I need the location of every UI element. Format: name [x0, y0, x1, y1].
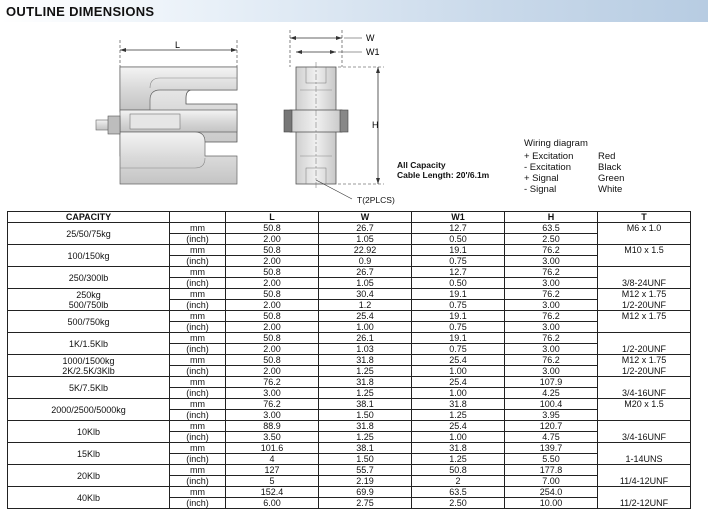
- cell-l: 152.4: [226, 487, 319, 498]
- unit-inch: (inch): [170, 322, 226, 333]
- cell-h: 4.75: [505, 432, 598, 443]
- unit-inch: (inch): [170, 366, 226, 377]
- capacity-cell: [8, 333, 170, 355]
- capacity-cell: [8, 289, 170, 311]
- outline-drawing: [0, 22, 500, 212]
- table-body: [8, 223, 691, 509]
- cell-w1: 1.25: [412, 454, 505, 465]
- cell-w: 1.03: [319, 344, 412, 355]
- cell-h: 107.9: [505, 377, 598, 388]
- table-row: [8, 465, 691, 476]
- cell-t-mm: [598, 487, 691, 498]
- cell-h: 3.00: [505, 344, 598, 355]
- capacity-cell: [8, 443, 170, 465]
- cell-w: 2.75: [319, 498, 412, 509]
- cell-w: 1.00: [319, 322, 412, 333]
- unit-inch: (inch): [170, 388, 226, 399]
- cell-w: 31.8: [319, 377, 412, 388]
- unit-inch: (inch): [170, 432, 226, 443]
- capacity-cell: [8, 223, 170, 245]
- cell-h: 3.00: [505, 278, 598, 289]
- dimension-w: [290, 30, 380, 67]
- cell-w1: 25.4: [412, 355, 505, 366]
- cell-h: 3.00: [505, 366, 598, 377]
- cell-t-inch: [598, 410, 691, 421]
- unit-mm: mm: [170, 223, 226, 234]
- cell-h: 3.00: [505, 322, 598, 333]
- cell-w: 2.19: [319, 476, 412, 487]
- cell-t-inch: 1-14UNS: [598, 454, 691, 465]
- cell-h: 63.5: [505, 223, 598, 234]
- capacity-cell: [8, 267, 170, 289]
- cell-t-mm: [598, 421, 691, 432]
- cell-w: 38.1: [319, 399, 412, 410]
- cell-w1: 25.4: [412, 421, 505, 432]
- cell-h: 100.4: [505, 399, 598, 410]
- cell-w: 55.7: [319, 465, 412, 476]
- wiring-signal: + Excitation: [524, 151, 574, 162]
- table-row: [8, 289, 691, 300]
- cell-h: 177.8: [505, 465, 598, 476]
- cell-l: 2.00: [226, 300, 319, 311]
- cell-w: 69.9: [319, 487, 412, 498]
- cell-l: 3.00: [226, 410, 319, 421]
- capacity-label: 25/50/75kg: [66, 228, 111, 239]
- cell-h: 7.00: [505, 476, 598, 487]
- cell-t-inch: [598, 234, 691, 245]
- col-header-l: L: [226, 212, 319, 223]
- cell-w: 1.2: [319, 300, 412, 311]
- cell-h: 76.2: [505, 267, 598, 278]
- capacity-label: 100/150kg: [67, 250, 110, 261]
- cell-w1: 1.00: [412, 432, 505, 443]
- cell-h: 254.0: [505, 487, 598, 498]
- wiring-color: Red: [598, 151, 616, 162]
- table-row: [8, 333, 691, 344]
- cell-w: 26.7: [319, 223, 412, 234]
- cell-h: 76.2: [505, 311, 598, 322]
- wiring-color: Black: [598, 162, 622, 173]
- cell-t-mm: [598, 443, 691, 454]
- table-row: [8, 399, 691, 410]
- cell-l: 3.50: [226, 432, 319, 443]
- cell-l: 50.8: [226, 333, 319, 344]
- cell-t-mm: M12 x 1.75: [598, 311, 691, 322]
- capacity-label: 15Klb: [76, 448, 101, 459]
- cell-l: 50.8: [226, 355, 319, 366]
- capacity-label: 500/750kg: [67, 316, 110, 327]
- cell-t-mm: [598, 377, 691, 388]
- col-header-h: H: [505, 212, 598, 223]
- cell-w1: 50.8: [412, 465, 505, 476]
- wiring-signal: - Signal: [524, 184, 557, 195]
- cell-t-mm: M12 x 1.75: [598, 355, 691, 366]
- cell-w: 1.50: [319, 454, 412, 465]
- cell-t-inch: 11/4-12UNF: [598, 476, 691, 487]
- cell-t-mm: M6 x 1.0: [598, 223, 691, 234]
- cell-l: 2.00: [226, 234, 319, 245]
- cell-w1: 25.4: [412, 377, 505, 388]
- label-w: W: [366, 33, 375, 43]
- col-header-w1: W1: [412, 212, 505, 223]
- wiring-row: [524, 151, 624, 162]
- capacity-label: 2000/2500/5000kg: [51, 404, 126, 415]
- table-row: [8, 245, 691, 256]
- unit-inch: (inch): [170, 410, 226, 421]
- col-header-unit: [170, 212, 226, 223]
- cell-h: 3.95: [505, 410, 598, 421]
- unit-mm: mm: [170, 421, 226, 432]
- capacity-note-line1: All Capacity: [397, 160, 446, 170]
- cell-l: 101.6: [226, 443, 319, 454]
- cell-t-inch: [598, 256, 691, 267]
- cell-l: 5: [226, 476, 319, 487]
- cell-l: 2.00: [226, 278, 319, 289]
- table-row: [8, 223, 691, 234]
- cell-h: 139.7: [505, 443, 598, 454]
- capacity-label: 1K/1.5Klb: [68, 338, 109, 349]
- cell-w1: 0.75: [412, 300, 505, 311]
- unit-mm: mm: [170, 311, 226, 322]
- col-header-t: T: [598, 212, 691, 223]
- label-h: H: [372, 120, 379, 130]
- unit-mm: mm: [170, 289, 226, 300]
- cell-w1: 19.1: [412, 245, 505, 256]
- table-row: [8, 421, 691, 432]
- cell-w1: 1.25: [412, 410, 505, 421]
- cell-l: 50.8: [226, 223, 319, 234]
- unit-inch: (inch): [170, 498, 226, 509]
- table-row: [8, 443, 691, 454]
- cell-w: 31.8: [319, 421, 412, 432]
- cell-w: 31.8: [319, 355, 412, 366]
- cell-w1: 0.50: [412, 278, 505, 289]
- wiring-title: Wiring diagram: [524, 138, 588, 149]
- cell-w1: 19.1: [412, 333, 505, 344]
- capacity-cell: [8, 245, 170, 267]
- cell-t-mm: M12 x 1.75: [598, 289, 691, 300]
- cell-t-mm: [598, 267, 691, 278]
- unit-mm: mm: [170, 399, 226, 410]
- capacity-label: 10Klb: [76, 426, 101, 437]
- cell-h: 3.00: [505, 256, 598, 267]
- cell-w1: 0.75: [412, 256, 505, 267]
- cell-t-inch: 3/8-24UNF: [598, 278, 691, 289]
- wiring-row: [524, 162, 624, 173]
- unit-mm: mm: [170, 487, 226, 498]
- cell-t-inch: 3/4-16UNF: [598, 388, 691, 399]
- cell-t-mm: M20 x 1.5: [598, 399, 691, 410]
- cell-w: 26.1: [319, 333, 412, 344]
- cell-l: 50.8: [226, 311, 319, 322]
- cell-l: 2.00: [226, 322, 319, 333]
- unit-mm: mm: [170, 355, 226, 366]
- cell-w1: 2: [412, 476, 505, 487]
- cell-w: 1.25: [319, 432, 412, 443]
- unit-mm: mm: [170, 267, 226, 278]
- cell-l: 50.8: [226, 267, 319, 278]
- cell-w: 1.05: [319, 278, 412, 289]
- cell-w1: 31.8: [412, 443, 505, 454]
- unit-inch: (inch): [170, 476, 226, 487]
- capacity-cell: [8, 487, 170, 509]
- cell-h: 4.25: [505, 388, 598, 399]
- cell-w: 1.25: [319, 388, 412, 399]
- capacity-cell: [8, 377, 170, 399]
- cell-t-inch: [598, 322, 691, 333]
- cell-t-inch: 1/2-20UNF: [598, 344, 691, 355]
- cell-w: 0.9: [319, 256, 412, 267]
- cell-t-mm: [598, 333, 691, 344]
- wiring-signal: + Signal: [524, 173, 559, 184]
- unit-inch: (inch): [170, 300, 226, 311]
- cell-l: 2.00: [226, 366, 319, 377]
- cell-w: 25.4: [319, 311, 412, 322]
- table-row: [8, 311, 691, 322]
- unit-mm: mm: [170, 245, 226, 256]
- cell-l: 76.2: [226, 399, 319, 410]
- label-w1: W1: [366, 47, 380, 57]
- cell-w: 30.4: [319, 289, 412, 300]
- cell-w1: 0.50: [412, 234, 505, 245]
- unit-mm: mm: [170, 465, 226, 476]
- table-row: [8, 355, 691, 366]
- wiring-signal: - Excitation: [524, 162, 571, 173]
- col-header-w: W: [319, 212, 412, 223]
- cell-w1: 19.1: [412, 289, 505, 300]
- cell-w1: 1.00: [412, 366, 505, 377]
- capacity-label: 40Klb: [76, 492, 101, 503]
- wiring-diagram: [524, 138, 624, 195]
- unit-inch: (inch): [170, 454, 226, 465]
- dimension-l: [120, 40, 237, 67]
- cell-h: 120.7: [505, 421, 598, 432]
- cell-l: 50.8: [226, 245, 319, 256]
- cell-w: 26.7: [319, 267, 412, 278]
- unit-inch: (inch): [170, 234, 226, 245]
- table-row: [8, 267, 691, 278]
- capacity-label: 250/300lb: [68, 272, 109, 283]
- capacity-label: 1000/1500kg: [62, 355, 115, 366]
- cell-h: 10.00: [505, 498, 598, 509]
- cell-t-inch: 1/2-20UNF: [598, 366, 691, 377]
- cell-w1: 12.7: [412, 267, 505, 278]
- cell-t-inch: 11/2-12UNF: [598, 498, 691, 509]
- capacity-label: 20Klb: [76, 470, 101, 481]
- capacity-cell: [8, 311, 170, 333]
- cell-l: 2.00: [226, 256, 319, 267]
- cell-w: 1.25: [319, 366, 412, 377]
- cell-h: 3.00: [505, 300, 598, 311]
- cell-t-mm: M10 x 1.5: [598, 245, 691, 256]
- capacity-cell: [8, 399, 170, 421]
- cell-t-inch: 1/2-20UNF: [598, 300, 691, 311]
- cell-l: 76.2: [226, 377, 319, 388]
- table-row: [8, 487, 691, 498]
- cell-l: 3.00: [226, 388, 319, 399]
- dimensions-table: [7, 211, 691, 509]
- wiring-color: Green: [598, 173, 625, 184]
- cell-l: 127: [226, 465, 319, 476]
- cell-w1: 12.7: [412, 223, 505, 234]
- capacity-label: 250kg: [76, 289, 101, 300]
- wiring-row: [524, 173, 624, 184]
- page-title: OUTLINE DIMENSIONS: [6, 4, 155, 19]
- col-header-capacity: CAPACITY: [8, 212, 170, 223]
- cell-w1: 0.75: [412, 344, 505, 355]
- cell-w: 1.05: [319, 234, 412, 245]
- cell-w1: 63.5: [412, 487, 505, 498]
- unit-inch: (inch): [170, 256, 226, 267]
- s-beam-side-view: [284, 62, 348, 190]
- unit-mm: mm: [170, 443, 226, 454]
- cell-h: 76.2: [505, 355, 598, 366]
- cell-w1: 1.00: [412, 388, 505, 399]
- cell-t-inch: 3/4-16UNF: [598, 432, 691, 443]
- cell-l: 4: [226, 454, 319, 465]
- cell-w1: 0.75: [412, 322, 505, 333]
- label-l: L: [175, 40, 181, 50]
- cell-l: 2.00: [226, 344, 319, 355]
- unit-inch: (inch): [170, 278, 226, 289]
- cell-w: 38.1: [319, 443, 412, 454]
- cell-l: 50.8: [226, 289, 319, 300]
- cell-w: 22.92: [319, 245, 412, 256]
- capacity-label: 2K/2.5K/3Klb: [62, 365, 115, 376]
- cell-h: 76.2: [505, 333, 598, 344]
- capacity-note: [397, 160, 489, 180]
- capacity-label: 500/750lb: [68, 299, 109, 310]
- capacity-cell: [8, 465, 170, 487]
- cell-h: 2.50: [505, 234, 598, 245]
- cell-w1: 31.8: [412, 399, 505, 410]
- capacity-note-line2: Cable Length: 20'/6.1m: [397, 170, 490, 180]
- wiring-color: White: [598, 184, 623, 195]
- wiring-row: [524, 184, 624, 195]
- table-header-row: [8, 212, 691, 223]
- capacity-label: 5K/7.5Klb: [68, 382, 109, 393]
- capacity-cell: [8, 355, 170, 377]
- cell-t-mm: [598, 465, 691, 476]
- unit-mm: mm: [170, 333, 226, 344]
- cell-h: 76.2: [505, 245, 598, 256]
- s-beam-front-view: [96, 67, 237, 184]
- unit-inch: (inch): [170, 344, 226, 355]
- capacity-cell: [8, 421, 170, 443]
- cell-h: 5.50: [505, 454, 598, 465]
- unit-mm: mm: [170, 377, 226, 388]
- cell-l: 88.9: [226, 421, 319, 432]
- cell-w1: 19.1: [412, 311, 505, 322]
- cell-h: 76.2: [505, 289, 598, 300]
- cell-l: 6.00: [226, 498, 319, 509]
- label-t-2plcs: T(2PLCS): [357, 195, 395, 205]
- cell-w: 1.50: [319, 410, 412, 421]
- table-row: [8, 377, 691, 388]
- cell-w1: 2.50: [412, 498, 505, 509]
